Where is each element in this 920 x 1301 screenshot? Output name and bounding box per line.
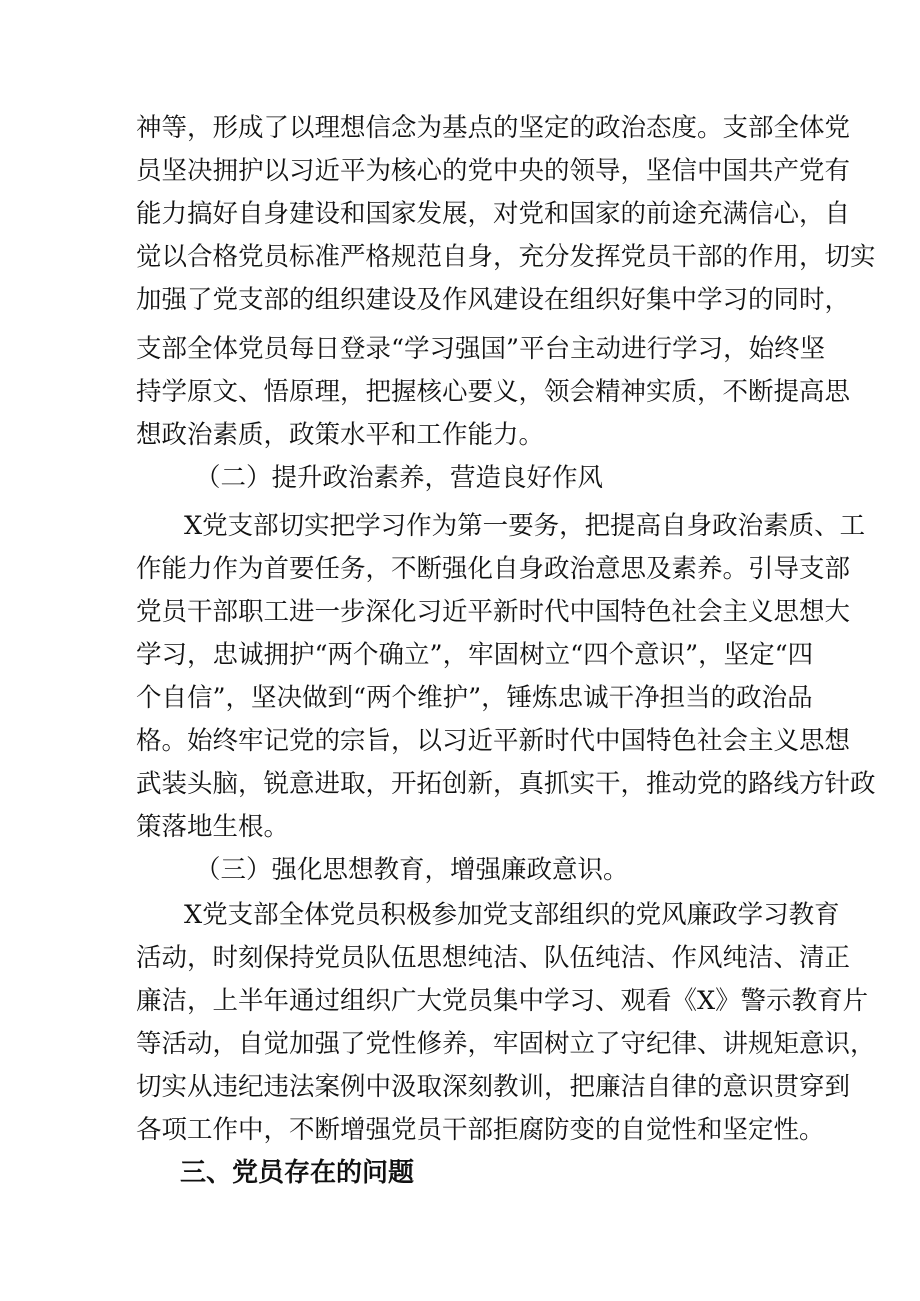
subheading-2: （二）提升政治素养，营造良好作风 <box>195 463 604 493</box>
paragraph-line: 觉以合格党员标准严格规范自身，充分发挥党员干部的作用，切实 <box>136 242 876 272</box>
paragraph-line: 想政治素质，政策水平和工作能力。 <box>136 420 545 450</box>
paragraph-line: 能力搞好自身建设和国家发展，对党和国家的前途充满信心，自 <box>136 199 851 229</box>
paragraph-line: 加强了党支部的组织建设及作风建设在组织好集中学习的同时， <box>136 285 851 315</box>
paragraph-line: 廉洁，上半年通过组织广大党员集中学习、观看《X》警示教育片 <box>136 986 869 1016</box>
paragraph-line: 各项工作中，不断增强党员干部拒腐防变的自觉性和坚定性。 <box>136 1115 825 1145</box>
paragraph-line: 支部全体党员每日登录“学习强国”平台主动进行学习，始终坚 <box>136 334 826 364</box>
section-heading: 三、党员存在的问题 <box>180 1158 415 1188</box>
paragraph-line: X党支部切实把学习作为第一要务，把提高自身政治素质、工 <box>184 511 866 541</box>
paragraph-line: X党支部全体党员积极参加党支部组织的党风廉政学习教育 <box>184 900 840 930</box>
paragraph-line: 个自信”，坚决做到“两个维护”，锤炼忠诚干净担当的政治品 <box>136 683 813 713</box>
paragraph-line: 切实从违纪违法案例中汲取深刻教训，把廉洁自律的意识贯穿到 <box>136 1072 851 1102</box>
paragraph-line: 活动，时刻保持党员队伍思想纯洁、队伍纯洁、作风纯洁、清正 <box>136 943 851 973</box>
paragraph-line: 等活动，自觉加强了党性修养，牢固树立了守纪律、讲规矩意识， <box>136 1029 876 1059</box>
paragraph-line: 武装头脑，锐意进取，开拓创新，真抓实干，推动党的路线方针政 <box>136 769 876 799</box>
paragraph-line: 员坚决拥护以习近平为核心的党中央的领导，坚信中国共产党有 <box>136 156 851 186</box>
paragraph-line: 神等，形成了以理想信念为基点的坚定的政治态度。支部全体党 <box>136 113 851 143</box>
paragraph-line: 策落地生根。 <box>136 812 290 842</box>
paragraph-line: 学习，忠诚拥护“两个确立”，牢固树立“四个意识”，坚定“四 <box>136 640 814 670</box>
paragraph-line: 作能力作为首要任务，不断强化自身政治意思及素养。引导支部 <box>136 554 851 584</box>
subheading-3: （三）强化思想教育，增强廉政意识。 <box>195 855 629 885</box>
paragraph-line: 格。始终牢记党的宗旨，以习近平新时代中国特色社会主义思想 <box>136 726 851 756</box>
paragraph-line: 党员干部职工进一步深化习近平新时代中国特色社会主义思想大 <box>136 597 851 627</box>
paragraph-line: 持学原文、悟原理，把握核心要义，领会精神实质，不断提高思 <box>136 377 851 407</box>
